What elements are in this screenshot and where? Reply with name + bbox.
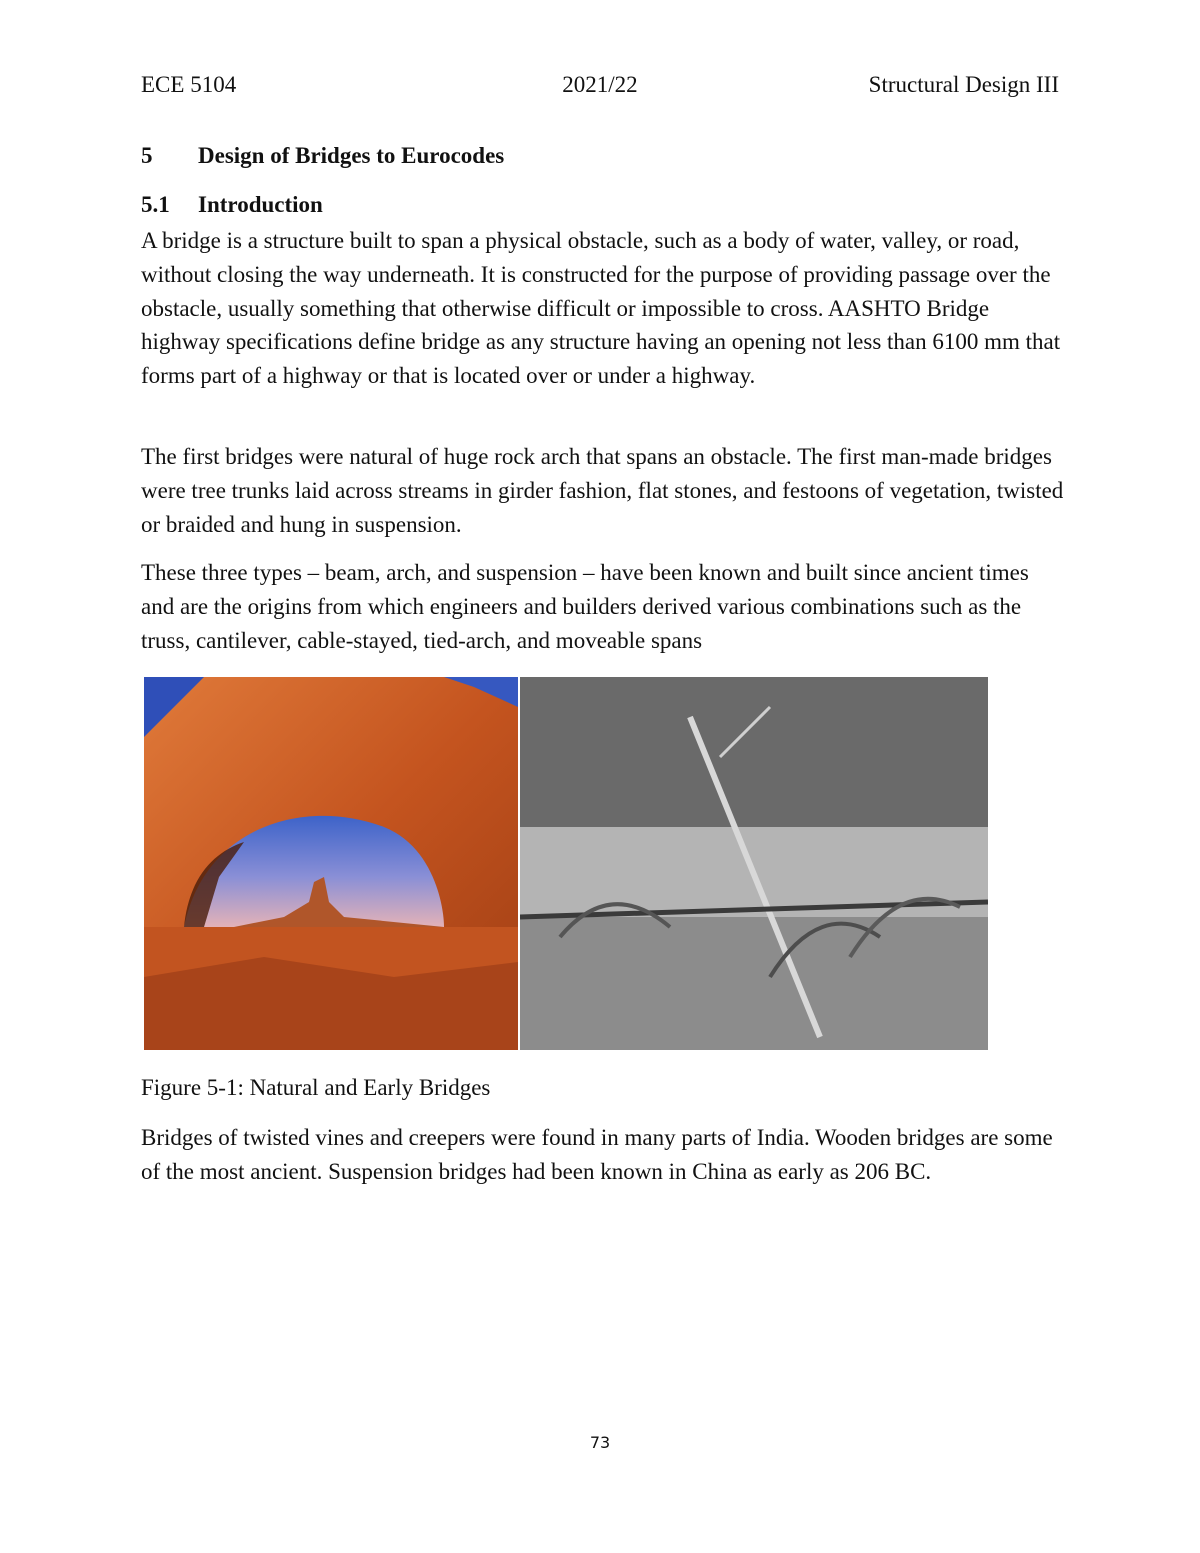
section-heading xyxy=(141,192,323,218)
header-course-code: ECE 5104 xyxy=(141,72,237,97)
page-number: 73 xyxy=(589,1433,611,1452)
header-course-title: Structural Design III xyxy=(868,72,1059,97)
chapter-number: 5 xyxy=(141,143,153,168)
chapter-title: Design of Bridges to Eurocodes xyxy=(198,143,505,168)
tree-trunk-illustration xyxy=(520,677,988,1050)
section-title: Introduction xyxy=(198,192,323,217)
paragraph-ancient-bridges: Bridges of twisted vines and creepers were found in many parts of India. Wooden bridges are some of the most ancient. Suspension bridges had been known in China as early as 206 BC. xyxy=(141,1125,1053,1184)
tree-trunk-bridge-image xyxy=(520,677,988,1050)
paragraph-first-bridges: The first bridges were natural of huge rock arch that spans an obstacle. The first man-made bridges were tree trunks laid across streams in girder fashion, flat stones, and festoons of vegetation, twisted or braided and hung in suspension. xyxy=(141,444,1064,537)
paragraph-three-types: These three types – beam, arch, and suspension – have been known and built since ancient times and are the origins from which engineers and builders derived various combinations such as the truss, cantilever, cable-stayed, tied-arch, and moveable spans xyxy=(141,560,1029,653)
chapter-heading xyxy=(141,143,504,169)
rock-arch-illustration xyxy=(144,677,518,1050)
figure-caption: Figure 5-1: Natural and Early Bridges xyxy=(141,1075,491,1100)
section-number: 5.1 xyxy=(141,192,170,217)
header-year: 2021/22 xyxy=(562,72,638,97)
natural-rock-arch-image xyxy=(144,677,518,1050)
paragraph-bridge-definition: A bridge is a structure built to span a physical obstacle, such as a body of water, valley, or road, without closing the way underneath. It is constructed for the purpose of providing passage over the obstacle, usually something that otherwise difficult or impossible to cross. AASHTO Bridge highway specifications define bridge as any structure having an opening not less than 6100 mm that forms part of a highway or that is located over or under a highway. xyxy=(141,228,1061,389)
